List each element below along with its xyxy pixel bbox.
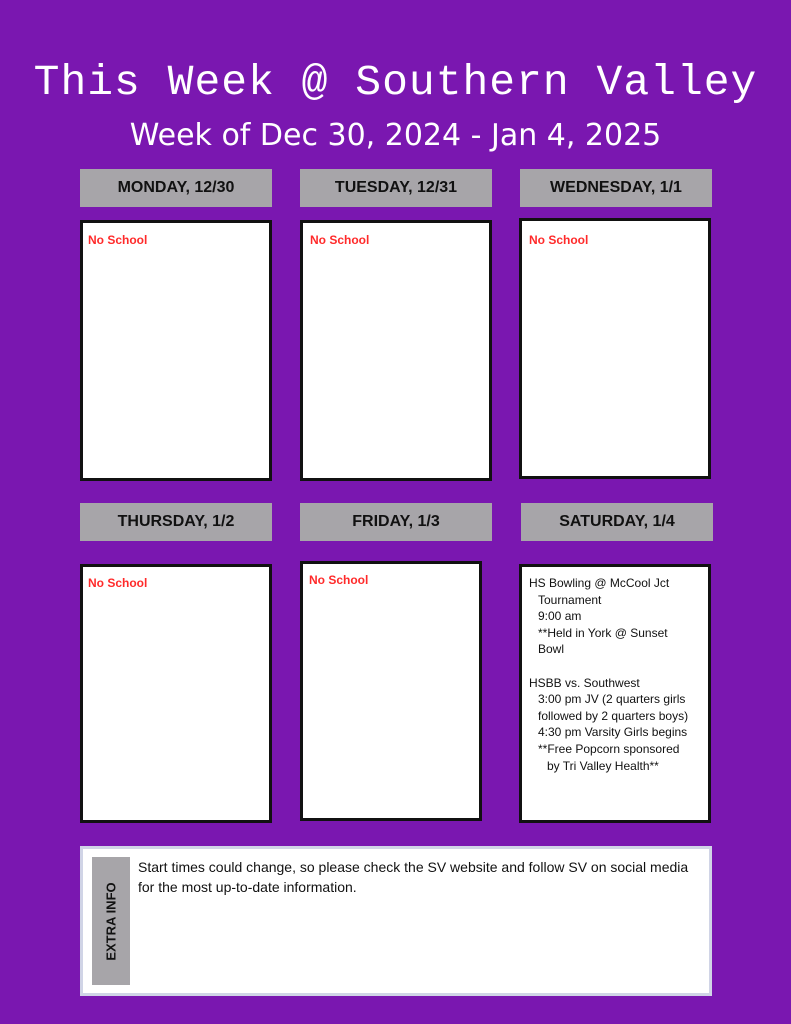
- event-line: HSBB vs. Southwest: [529, 675, 640, 690]
- event-line: HS Bowling @ McCool Jct: [529, 576, 670, 590]
- day-box-monday: [80, 220, 272, 481]
- no-school-note: No School: [529, 233, 589, 247]
- event-line: 9:00 am: [538, 609, 582, 624]
- day-box-friday: [300, 561, 482, 821]
- event-line: Tournament: [538, 592, 602, 607]
- day-header-friday: FRIDAY, 1/3: [300, 503, 492, 541]
- day-box-thursday: [80, 564, 272, 823]
- saturday-events: [529, 575, 702, 774]
- day-header-thursday: THURSDAY, 1/2: [80, 503, 272, 541]
- extra-info-text: Start times could change, so please check the SV website and follow SV on social media for the most up-to-date information.: [138, 859, 689, 895]
- day-box-saturday: [519, 564, 711, 823]
- no-school-note: No School: [88, 233, 148, 247]
- day-header-monday: MONDAY, 12/30: [80, 169, 272, 207]
- no-school-note: No School: [88, 576, 148, 590]
- event-line: 3:00 pm JV (2 quarters girls: [538, 692, 686, 707]
- day-header-wednesday: WEDNESDAY, 1/1: [520, 169, 712, 207]
- page-subtitle: Week of Dec 30, 2024 - Jan 4, 2025: [129, 118, 662, 153]
- event-line: Bowl: [538, 642, 565, 657]
- no-school-note: No School: [309, 573, 369, 587]
- event-line: 4:30 pm Varsity Girls begins: [538, 725, 688, 740]
- event-line: followed by 2 quarters boys): [538, 708, 689, 723]
- event-line: **Free Popcorn sponsored: [538, 741, 680, 756]
- day-header-saturday: SATURDAY, 1/4: [521, 503, 713, 541]
- day-box-wednesday: [519, 218, 711, 479]
- extra-info-label: EXTRA INFO: [103, 881, 119, 961]
- extra-info-tab: [92, 857, 130, 985]
- event-line: by Tri Valley Health**: [547, 758, 659, 773]
- extra-info-box: [80, 846, 712, 996]
- event-line: **Held in York @ Sunset: [538, 625, 668, 640]
- day-header-tuesday: TUESDAY, 12/31: [300, 169, 492, 207]
- page-title: This Week @ Southern Valley: [33, 58, 758, 107]
- day-box-tuesday: [300, 220, 492, 481]
- no-school-note: No School: [310, 233, 370, 247]
